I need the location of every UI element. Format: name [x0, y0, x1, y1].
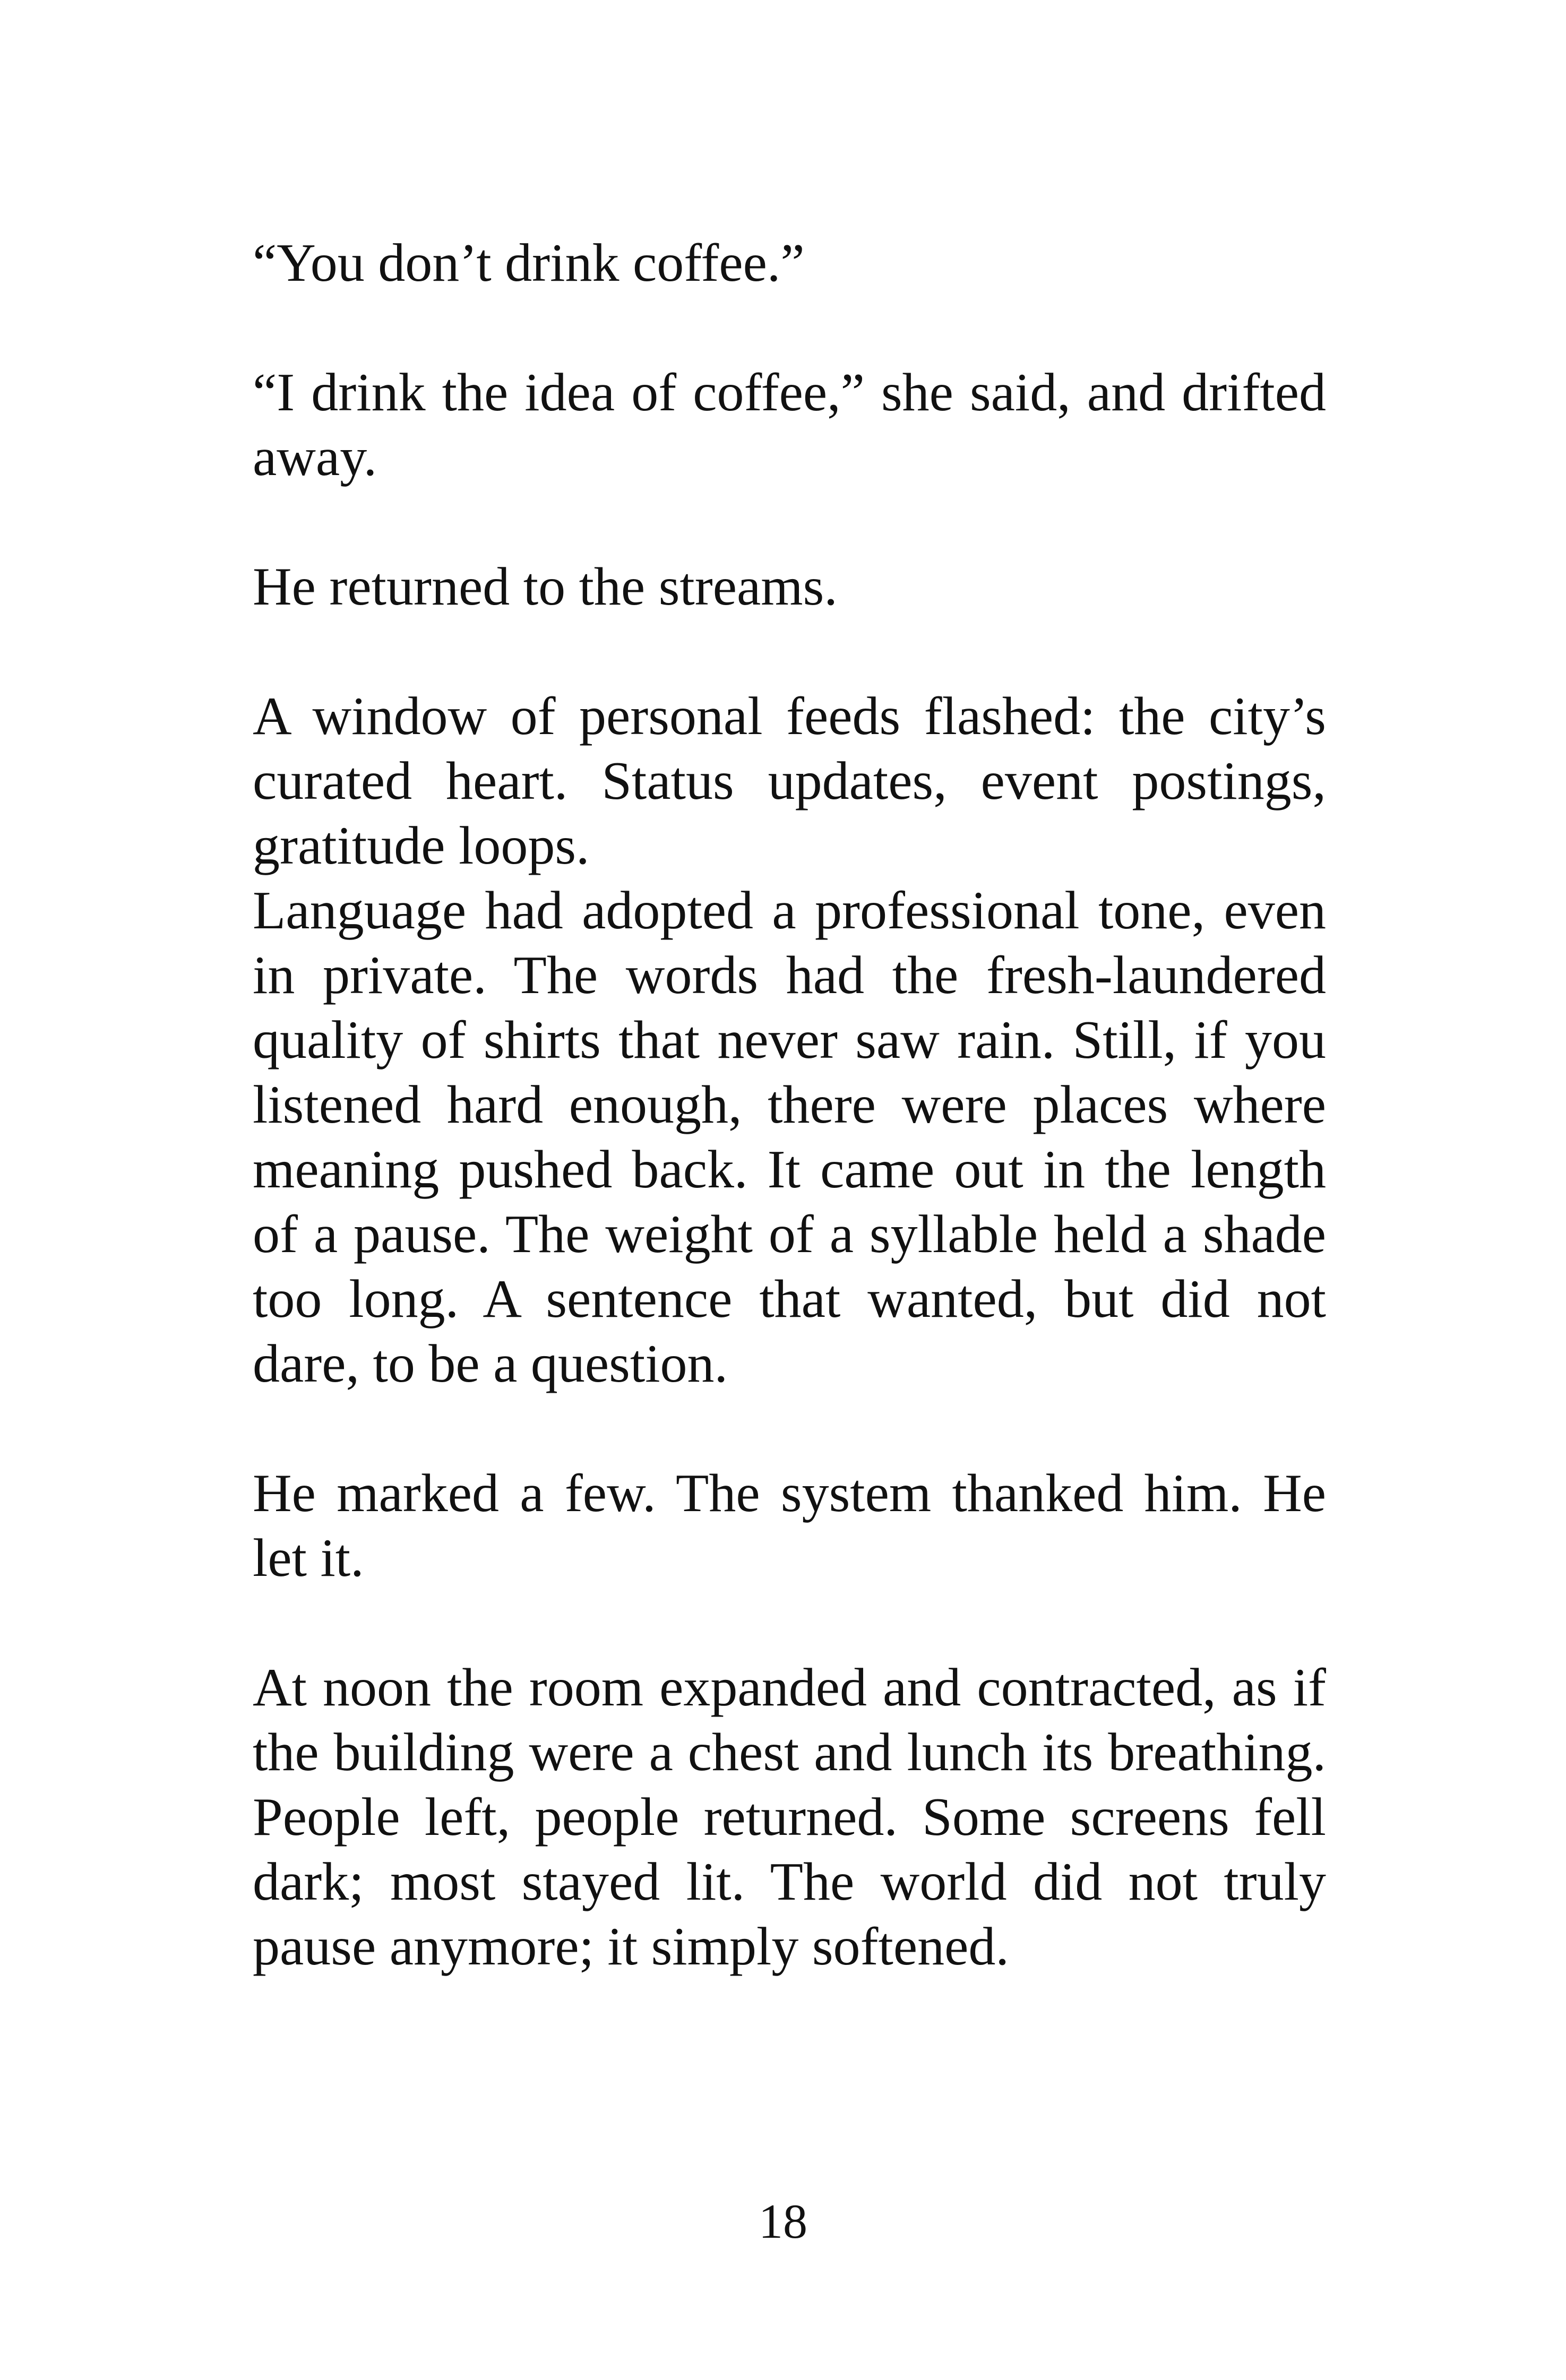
page-number: 18 — [759, 2194, 807, 2248]
paragraph-6: He marked a few. The system thanked him. He let it. — [253, 1463, 1326, 1588]
paragraph-3: He returned to the streams. — [253, 557, 838, 617]
paragraph-7: At noon the room expanded and contracted, as if the building were a chest and lunch its breathing. People left, people returned. Some screens fell dark; most stayed lit. The world did not truly pause anymore; it simply softened. — [253, 1658, 1326, 1977]
paragraph-5: Language had adopted a professional tone, even in private. The words had the fresh-laundered quality of shirts that never saw rain. Still, if you listened hard enough, there were places where meaning pushed back. It came out in the length of a pause. The weight of a syllable held a shade too long. A sentence that wanted, but did not dare, to be a question. — [253, 881, 1326, 1394]
paragraph-2: “I drink the idea of coffee,” she said, and drifted away. — [253, 363, 1326, 487]
paragraph-4: A window of personal feeds flashed: the city’s curated heart. Status updates, event postings, gratitude loops. — [253, 686, 1326, 876]
body-text — [253, 231, 1326, 1979]
paragraph-1: “You don’t drink coffee.” — [253, 233, 805, 293]
